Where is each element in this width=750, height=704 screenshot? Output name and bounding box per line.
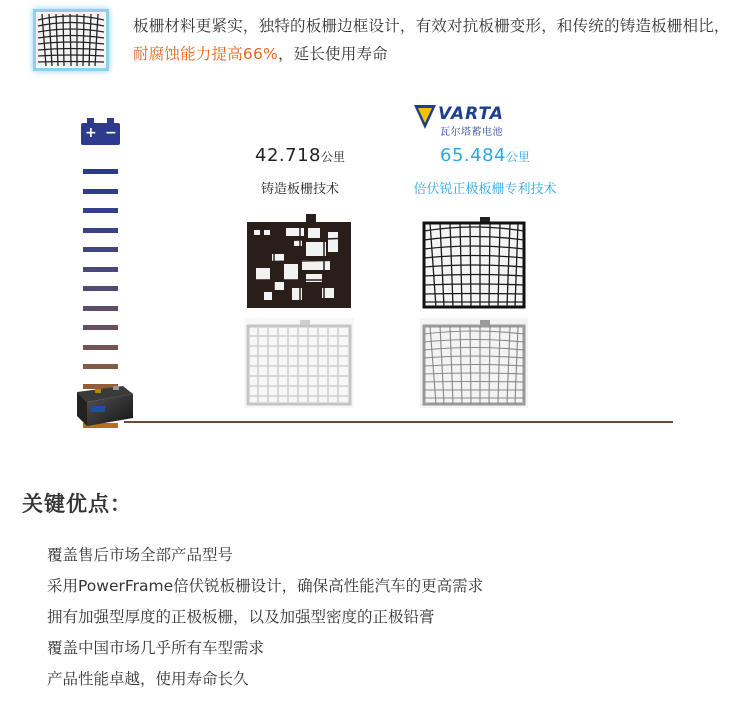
key-point-item: 拥有加强型厚度的正极板栅，以及加强型密度的正极铅膏 [47,608,435,626]
charge-bar [83,169,118,174]
plus-sign: + [85,125,97,141]
charge-bar [83,267,118,272]
charge-bar [83,228,118,233]
key-points-list [47,540,483,695]
varta-subtitle: 瓦尔塔蓄电池 [440,127,503,138]
cast-grid-label: 铸造板栅技术 [260,182,339,197]
key-point-item: 覆盖售后市场全部产品型号 [47,546,234,564]
varta-wordmark: VARTA [438,104,504,124]
powerframe-label: 倍伏锐正极板栅专利技术 [413,182,557,197]
cast-distance-value: 42.718 [255,145,321,166]
corroded-grid-graphic [244,208,354,311]
charge-bar [83,189,118,194]
varta-logo [412,104,532,136]
cast-distance-unit: 公里 [320,150,345,164]
battery-terminal-icon [81,123,120,145]
powerframe-tested-graphic [420,215,528,311]
powerframe-distance-unit: 公里 [505,150,530,164]
key-point-item: 覆盖中国市场几乎所有车型需求 [47,639,265,657]
intro-paragraph [133,12,733,68]
new-cast-grid-image [244,318,354,408]
minus-sign: − [105,125,117,141]
charge-bar [83,208,118,213]
grid-thumbnail-image [33,9,109,71]
powerframe-metric [390,145,580,197]
powerframe-distance-value: 65.484 [440,145,506,166]
corroded-cast-grid-image [244,208,354,311]
charge-bar [83,286,118,291]
intro-text: 板栅材料更紧实，独特的板栅边框设计，有效对抗板栅变形，和传统的铸造板栅相比， [133,17,730,35]
distance-baseline [124,421,673,423]
intro-text-end: ，延长使用寿命 [277,45,388,63]
key-point-item: 采用PowerFrame倍伏锐板栅设计，确保高性能汽车的更高需求 [47,577,484,595]
charge-bar [83,306,118,311]
charge-bar [83,364,118,369]
intro-highlight: 耐腐蚀能力提高66% [133,45,278,63]
charge-bar [83,345,118,350]
key-point-item: 产品性能卓越，使用寿命长久 [47,670,249,688]
varta-shield-icon [414,105,436,129]
powerframe-new-graphic [420,318,528,408]
powerframe-grid-new-image [420,318,528,408]
powerframe-grid-tested-image [420,215,528,311]
cast-grid-graphic [244,318,354,408]
charge-bar [83,247,118,252]
grid-thumbnail-graphic [36,12,106,68]
cast-grid-metric [230,145,370,197]
key-points-title: 关键优点： [22,492,132,516]
charge-bar [83,325,118,330]
